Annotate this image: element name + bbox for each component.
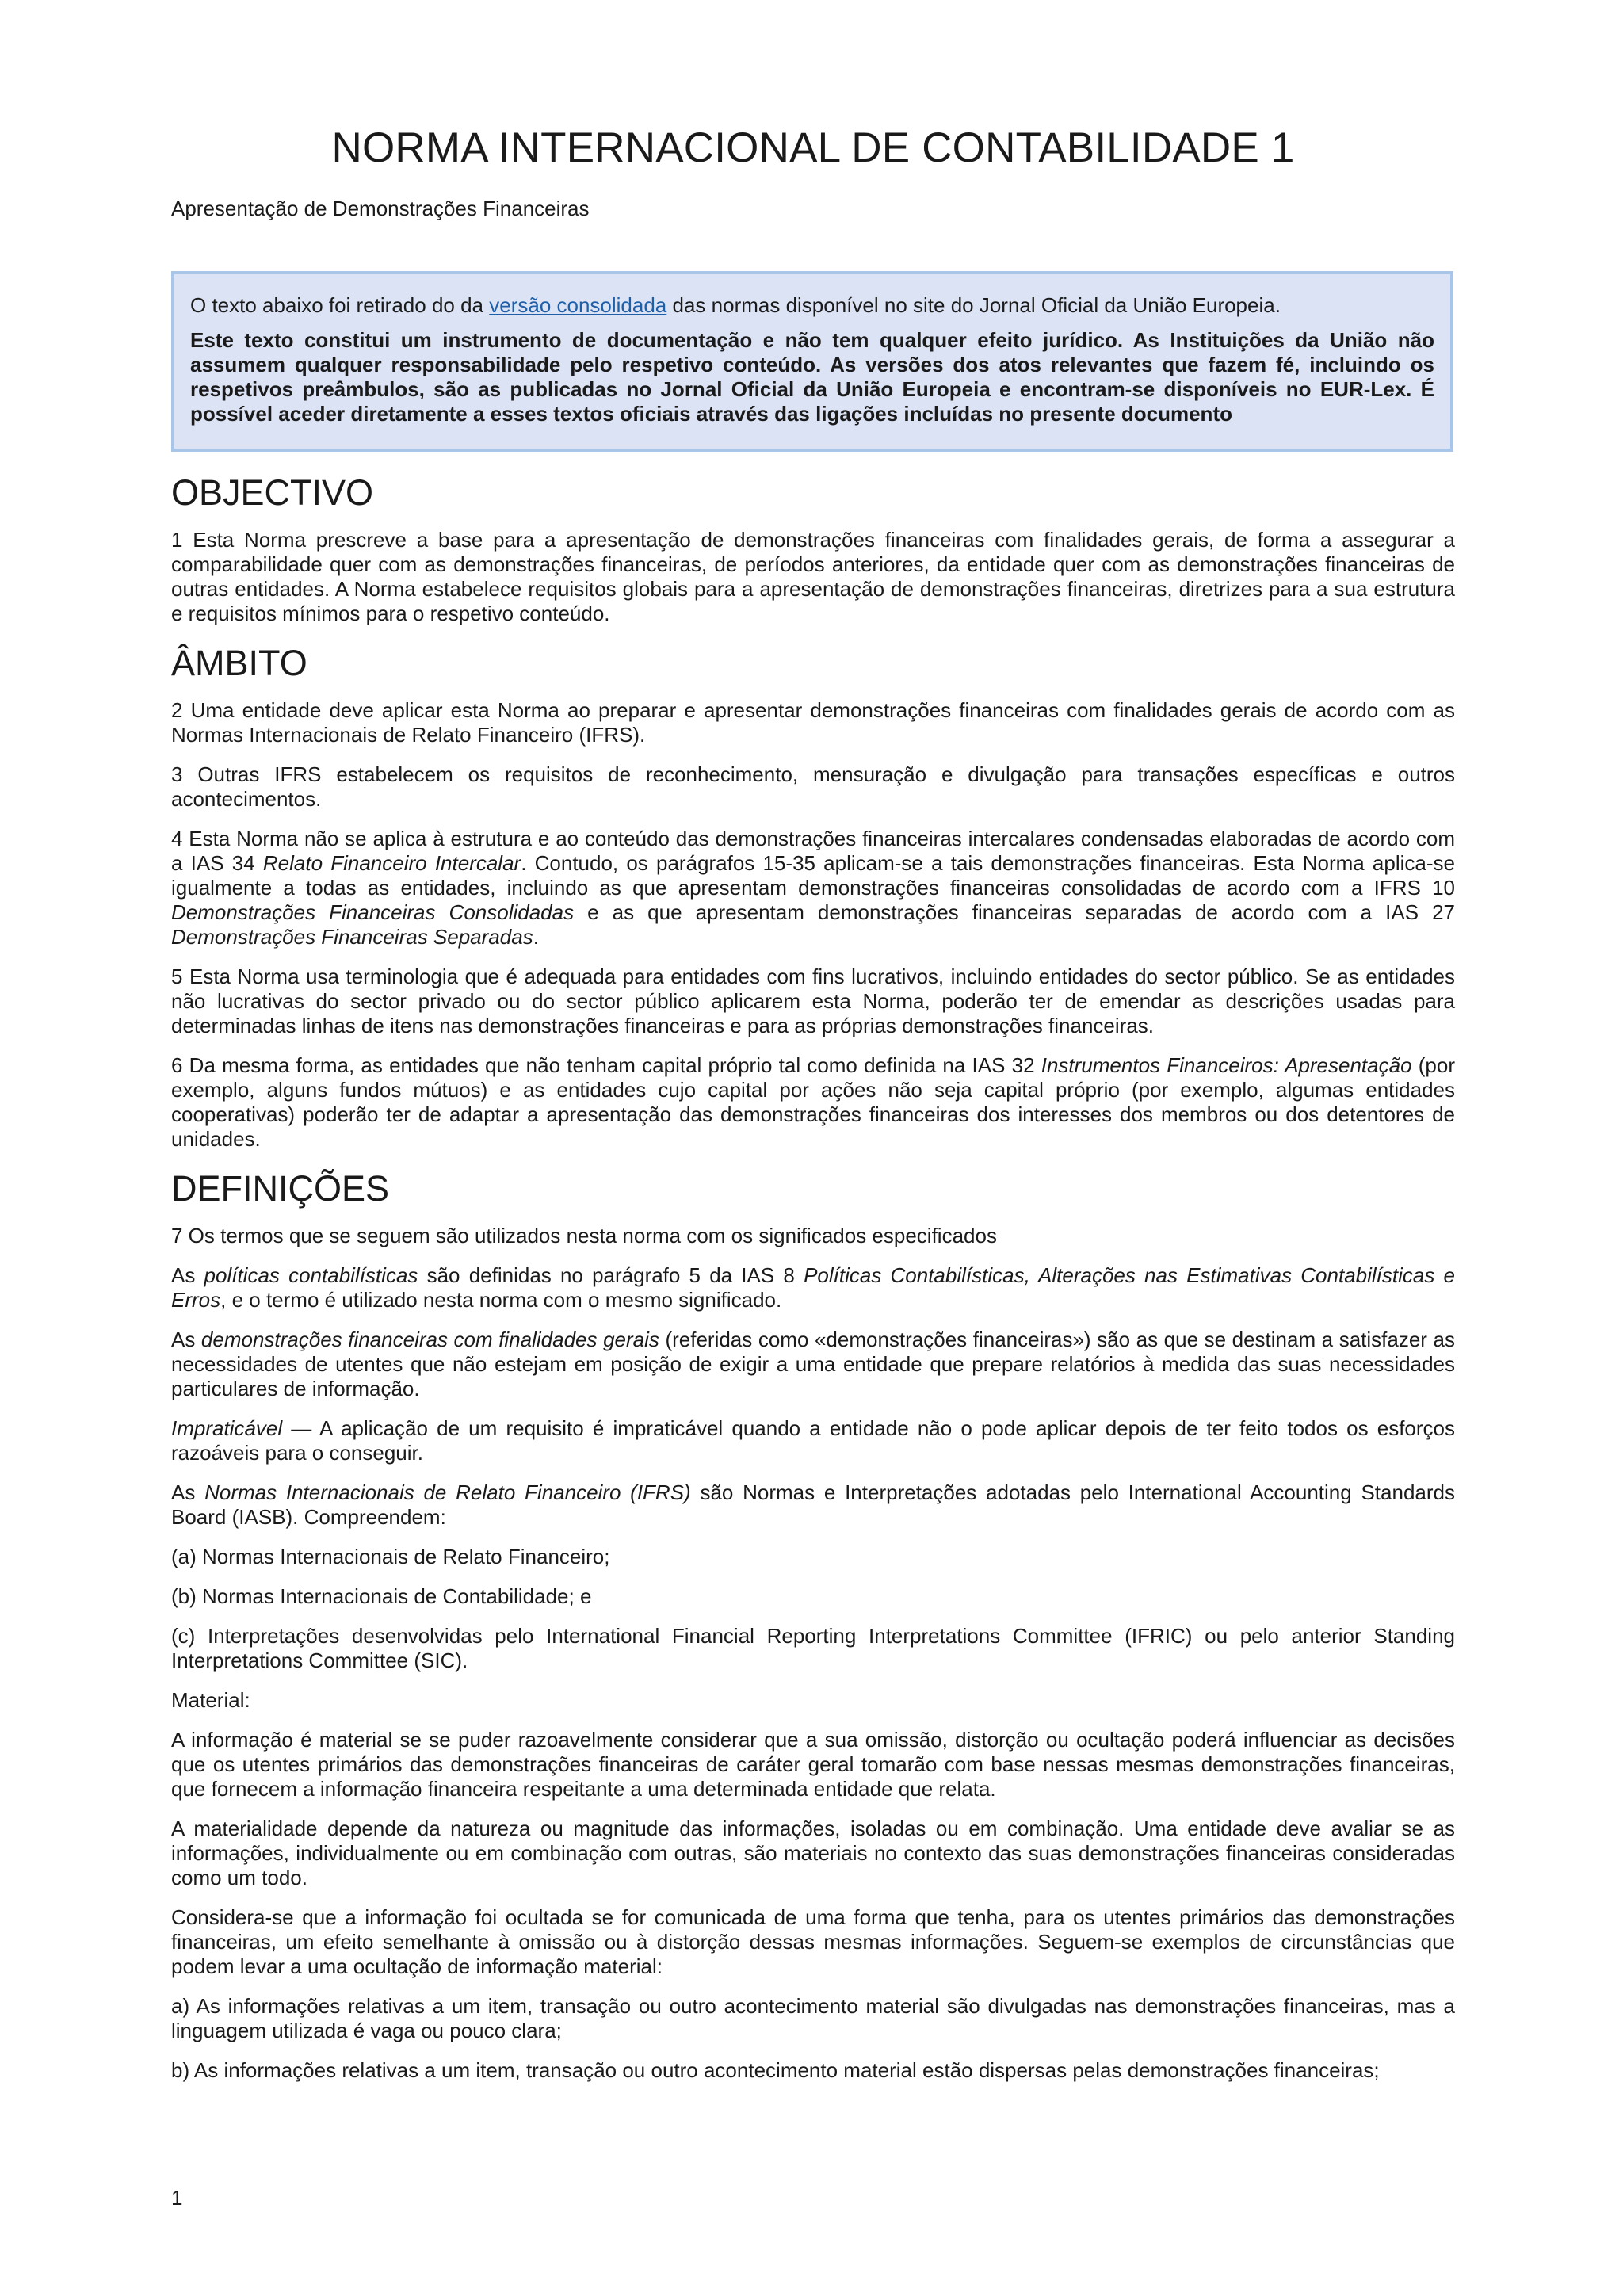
- list-item-c: (c) Interpretações desenvolvidas pelo International Financial Reporting Interpretations Committee (IFRIC) ou pelo anterior Standing Interpretations Committee (SIC).: [171, 1624, 1455, 1672]
- document-subtitle: Apresentação de Demonstrações Financeiras: [171, 197, 590, 220]
- paragraph-6-text: 6 Da mesma forma, as entidades que não tenham capital próprio tal como definida na IAS 32: [171, 1053, 1041, 1077]
- paragraph-5: 5 Esta Norma usa terminologia que é adequada para entidades com fins lucrativos, incluindo entidades do sector público. Se as entidades não lucrativas do sector privado ou do sector público aplicarem esta Norma, poderão ter de emendar as descrições usadas para determinadas linhas de itens nas demonstrações financeiras e para as próprias demonstrações financeiras.: [171, 965, 1455, 1037]
- section-heading-objectivo: OBJECTIVO: [171, 472, 374, 513]
- paragraph-1: 1 Esta Norma prescreve a base para a apresentação de demonstrações financeiras com finalidades gerais, de forma a assegurar a comparabilidade quer com as demonstrações financeiras, de períodos anteriores, da entidade quer com as demonstrações financeiras de outras entidades. A Norma estabelece requisitos globais para a apresentação de demonstrações financeiras, diretrizes para a sua estrutura e requisitos mínimos para o respetivo conteúdo.: [171, 528, 1455, 625]
- source-notice-tail: das normas disponível no site do Jornal Oficial da União Europeia.: [666, 293, 1281, 317]
- section-heading-ambito: ÂMBITO: [171, 643, 307, 683]
- defined-term: Impraticável: [171, 1416, 283, 1440]
- section-heading-definicoes: DEFINIÇÕES: [171, 1168, 390, 1209]
- ias27-title: Demonstrações Financeiras Separadas: [171, 925, 533, 949]
- paragraph-4-text: . Contudo, os parágrafos 15-35 aplicam-se a tais demonstrações financeiras. Esta Norma aplica-se igualmente a todas as entidades, incluindo as que apresentam demonstrações financeiras consolidadas de acordo com a IFRS 10: [171, 851, 1455, 900]
- definition-general-purpose-statements: [171, 1328, 1455, 1401]
- list-item-b: (b) Normas Internacionais de Contabilidade; e: [171, 1584, 592, 1608]
- list-item-a: (a) Normas Internacionais de Relato Financeiro;: [171, 1545, 610, 1568]
- paragraph-4-text: .: [533, 925, 539, 949]
- document-title: NORMA INTERNACIONAL DE CONTABILIDADE 1: [331, 124, 1295, 171]
- ifrs10-title: Demonstrações Financeiras Consolidadas: [171, 900, 575, 924]
- source-notice-lead: O texto abaixo foi retirado do da: [190, 293, 490, 317]
- ias32-title: Instrumentos Financeiros: Apresentação: [1041, 1053, 1412, 1077]
- defined-term: políticas contabilísticas: [204, 1263, 418, 1287]
- document-body: [171, 471, 1455, 2098]
- source-notice-box: [171, 271, 1453, 452]
- definition-text: As: [171, 1328, 201, 1351]
- example-item-b: b) As informações relativas a um item, transação ou outro acontecimento material estão dispersas pelas demonstrações financeiras;: [171, 2058, 1380, 2082]
- material-label: Material:: [171, 1688, 250, 1712]
- paragraph-2: 2 Uma entidade deve aplicar esta Norma ao preparar e apresentar demonstrações financeiras com finalidades gerais de acordo com as Normas Internacionais de Relato Financeiro (IFRS).: [171, 698, 1455, 747]
- paragraph-4-text: 4 Esta Norma não se aplica à estrutura e ao conteúdo das demonstrações financeiras intercalares condensadas elaboradas de acordo com a IAS 34: [171, 827, 1455, 875]
- material-paragraph-1: A informação é material se se puder razoavelmente considerar que a sua omissão, distorção ou ocultação poderá influenciar as decisões que os utentes primários das demonstrações financeiras de caráter geral tomarão com base nessas mesmas demonstrações financeiras, que fornecem a informação financeira respeitante a uma determinada entidade que relata.: [171, 1728, 1455, 1801]
- example-item-a: a) As informações relativas a um item, transação ou outro acontecimento material são divulgadas nas demonstrações financeiras, mas a linguagem utilizada é vaga ou pouco clara;: [171, 1994, 1455, 2042]
- ias8-title: Políticas Contabilísticas, Alterações nas Estimativas Contabilísticas e Erros: [171, 1263, 1455, 1312]
- definition-text: (referidas como «demonstrações financeiras») são as que se destinam a satisfazer as necessidades de utentes que não estejam em posição de exigir a uma entidade que prepare relatórios à medida das suas necessidades particulares de informação.: [171, 1328, 1455, 1400]
- page-number: 1: [171, 2186, 183, 2210]
- paragraph-6: [171, 1053, 1455, 1152]
- definition-text: — A aplicação de um requisito é impraticável quando a entidade não o pode aplicar depois de ter feito todos os esforços razoáveis para o conseguir.: [171, 1416, 1455, 1465]
- legal-disclaimer: Este texto constitui um instrumento de documentação e não tem qualquer efeito jurídico. As Instituições da União não assumem qualquer responsabilidade pelo respetivo conteúdo. As versões dos atos relevantes que fazem fé, incluindo os respetivos preâmbulos, são as publicadas no Jornal Oficial da União Europeia e encontram-se disponíveis no EUR-Lex. É possível aceder diretamente a esses textos oficiais através das ligações incluídas no presente documento: [190, 328, 1434, 426]
- definition-text: , e o termo é utilizado nesta norma com o mesmo significado.: [220, 1288, 782, 1312]
- definition-accounting-policies: [171, 1263, 1455, 1312]
- definition-text: As: [171, 1480, 205, 1504]
- definition-impracticable: [171, 1416, 1455, 1465]
- paragraph-4-text: e as que apresentam demonstrações financeiras separadas de acordo com a IAS 27: [574, 900, 1455, 924]
- paragraph-3: 3 Outras IFRS estabelecem os requisitos de reconhecimento, mensuração e divulgação para transações específicas e outros acontecimentos.: [171, 762, 1455, 811]
- consolidated-version-link[interactable]: versão consolidada: [489, 293, 667, 317]
- ias34-title: Relato Financeiro Intercalar: [262, 851, 521, 875]
- definition-text: As: [171, 1263, 204, 1287]
- definition-text: são definidas no parágrafo 5 da IAS 8: [418, 1263, 804, 1287]
- material-paragraph-2: A materialidade depende da natureza ou magnitude das informações, isoladas ou em combinação. Uma entidade deve avaliar se as informações, individualmente ou em combinação com outras, são materiais no contexto das suas demonstrações financeiras consideradas como um todo.: [171, 1817, 1455, 1889]
- definition-text: são Normas e Interpretações adotadas pelo International Accounting Standards Board (IASB). Compreendem:: [171, 1480, 1455, 1529]
- source-notice-text: [190, 293, 1434, 318]
- paragraph-4: [171, 827, 1455, 949]
- defined-term: demonstrações financeiras com finalidades gerais: [200, 1328, 659, 1351]
- paragraph-7: 7 Os termos que se seguem são utilizados nesta norma com os significados especificados: [171, 1224, 997, 1247]
- paragraph-6-text: (por exemplo, alguns fundos mútuos) e as entidades cujo capital por ações não seja capital próprio (por exemplo, algumas entidades cooperativas) poderão ter de adaptar a apresentação das demonstrações financeiras dos interesses dos membros ou dos detentores de unidades.: [171, 1053, 1455, 1151]
- definition-ifrs: [171, 1480, 1455, 1530]
- material-paragraph-3: Considera-se que a informação foi ocultada se for comunicada de uma forma que tenha, para os utentes primários das demonstrações financeiras, um efeito semelhante à omissão ou à distorção dessas mesmas informações. Seguem-se exemplos de circunstâncias que podem levar a uma ocultação de informação material:: [171, 1905, 1455, 1978]
- defined-term: Normas Internacionais de Relato Financeiro (IFRS): [204, 1480, 691, 1504]
